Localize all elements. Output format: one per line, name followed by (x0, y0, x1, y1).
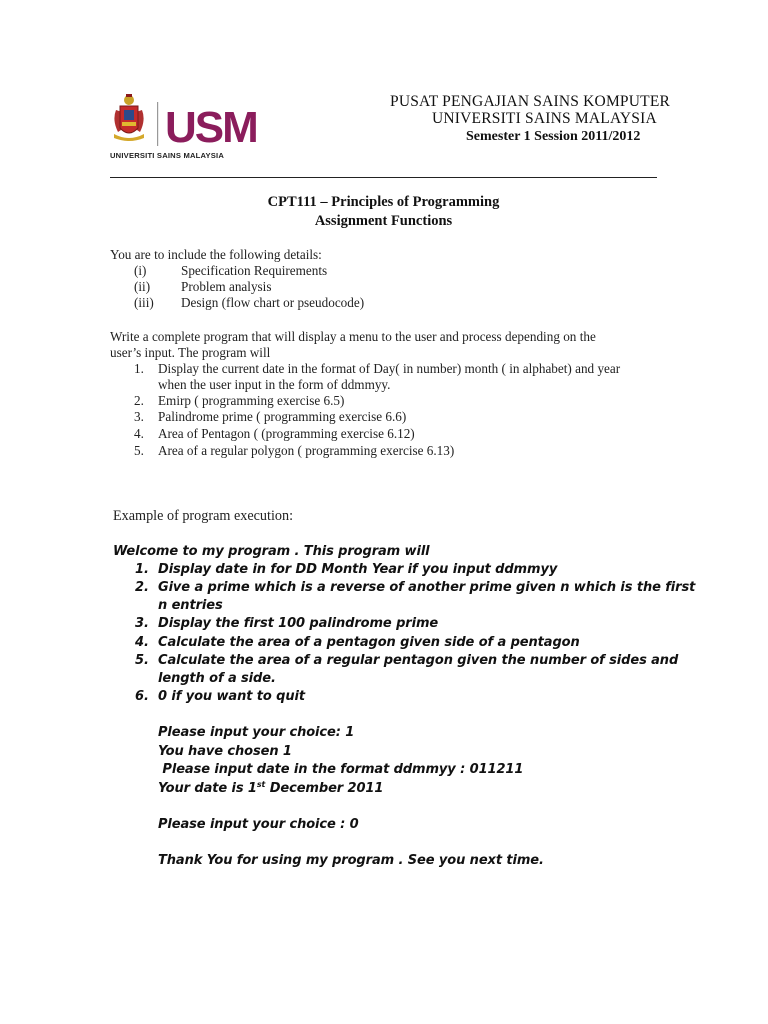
usm-crest-icon (110, 92, 257, 152)
example-heading: Example of program execution: (113, 508, 294, 524)
semester-session: Semester 1 Session 2011/2012 (466, 129, 641, 144)
school-name: PUSAT PENGAJIAN SAINS KOMPUTER (390, 93, 671, 110)
input-choice-line: Please input your choice: 1 (158, 725, 355, 740)
university-name: UNIVERSITI SAINS MALAYSIA (432, 110, 657, 127)
menu-text: Display date in for DD Month Year if you input ddmmyy (158, 562, 558, 577)
task-text: Emirp ( programming exercise 6.5) (158, 393, 345, 408)
task-text: Area of Pentagon ( (programming exercise 6.12) (158, 426, 415, 441)
menu-text: n entries (158, 598, 223, 613)
intro-text: You are to include the following details: (110, 247, 322, 262)
assignment-title: Assignment Functions (314, 213, 453, 229)
header-divider (110, 177, 657, 178)
date-result-suffix: December 2011 (265, 781, 384, 796)
input-date-line: Please input date in the format ddmmyy : 011211 (158, 762, 524, 777)
detail-text: Problem analysis (181, 279, 272, 294)
task-number: 1. (134, 361, 144, 376)
task-text: when the user input in the form of ddmmyy. (158, 377, 391, 392)
menu-number: 5. (135, 653, 149, 668)
detail-number: (ii) (134, 279, 151, 294)
task-text: Display the current date in the format of Day( in number) month ( in alphabet) and year (158, 361, 621, 376)
usm-logo (110, 92, 257, 164)
task-number: 5. (134, 443, 144, 458)
detail-number: (i) (134, 263, 147, 278)
date-result-prefix: Your date is 1 (158, 781, 257, 796)
task-number: 3. (134, 409, 144, 424)
task-text: Palindrome prime ( programming exercise 6.6) (158, 409, 407, 424)
menu-text: Calculate the area of a regular pentagon given the number of sides and (158, 653, 679, 668)
menu-text: Calculate the area of a pentagon given side of a pentagon (158, 635, 580, 650)
logo-university-name: UNIVERSITI SAINS MALAYSIA (110, 151, 225, 160)
menu-number: 3. (135, 616, 149, 631)
detail-number: (iii) (134, 295, 154, 310)
menu-text: Display the first 100 palindrome prime (158, 616, 439, 631)
task-intro-line: Write a complete program that will display a menu to the user and process depending on the (110, 329, 596, 344)
task-text: Area of a regular polygon ( programming exercise 6.13) (158, 443, 455, 458)
detail-text: Design (flow chart or pseudocode) (181, 295, 365, 310)
date-result-line (158, 780, 383, 796)
menu-number: 4. (135, 635, 149, 650)
input-choice-quit-line: Please input your choice : 0 (158, 817, 359, 832)
chosen-line: You have chosen 1 (158, 744, 292, 759)
menu-number: 2. (135, 580, 149, 595)
date-result-ordinal: st (256, 780, 266, 789)
menu-text: length of a side. (158, 671, 276, 686)
menu-number: 1. (135, 562, 149, 577)
menu-text: 0 if you want to quit (158, 689, 305, 704)
detail-text: Specification Requirements (181, 263, 328, 278)
example-welcome: Welcome to my program . This program will (113, 544, 430, 559)
task-intro-line: user’s input. The program will (110, 345, 271, 360)
thanks-line: Thank You for using my program . See you next time. (158, 853, 544, 868)
task-number: 4. (134, 426, 144, 441)
task-number: 2. (134, 393, 144, 408)
course-title: CPT111 – Principles of Programming (267, 194, 500, 210)
menu-number: 6. (135, 689, 149, 704)
svg-text:USM: USM (165, 103, 257, 152)
menu-text: Give a prime which is a reverse of another prime given n which is the first (158, 580, 696, 595)
